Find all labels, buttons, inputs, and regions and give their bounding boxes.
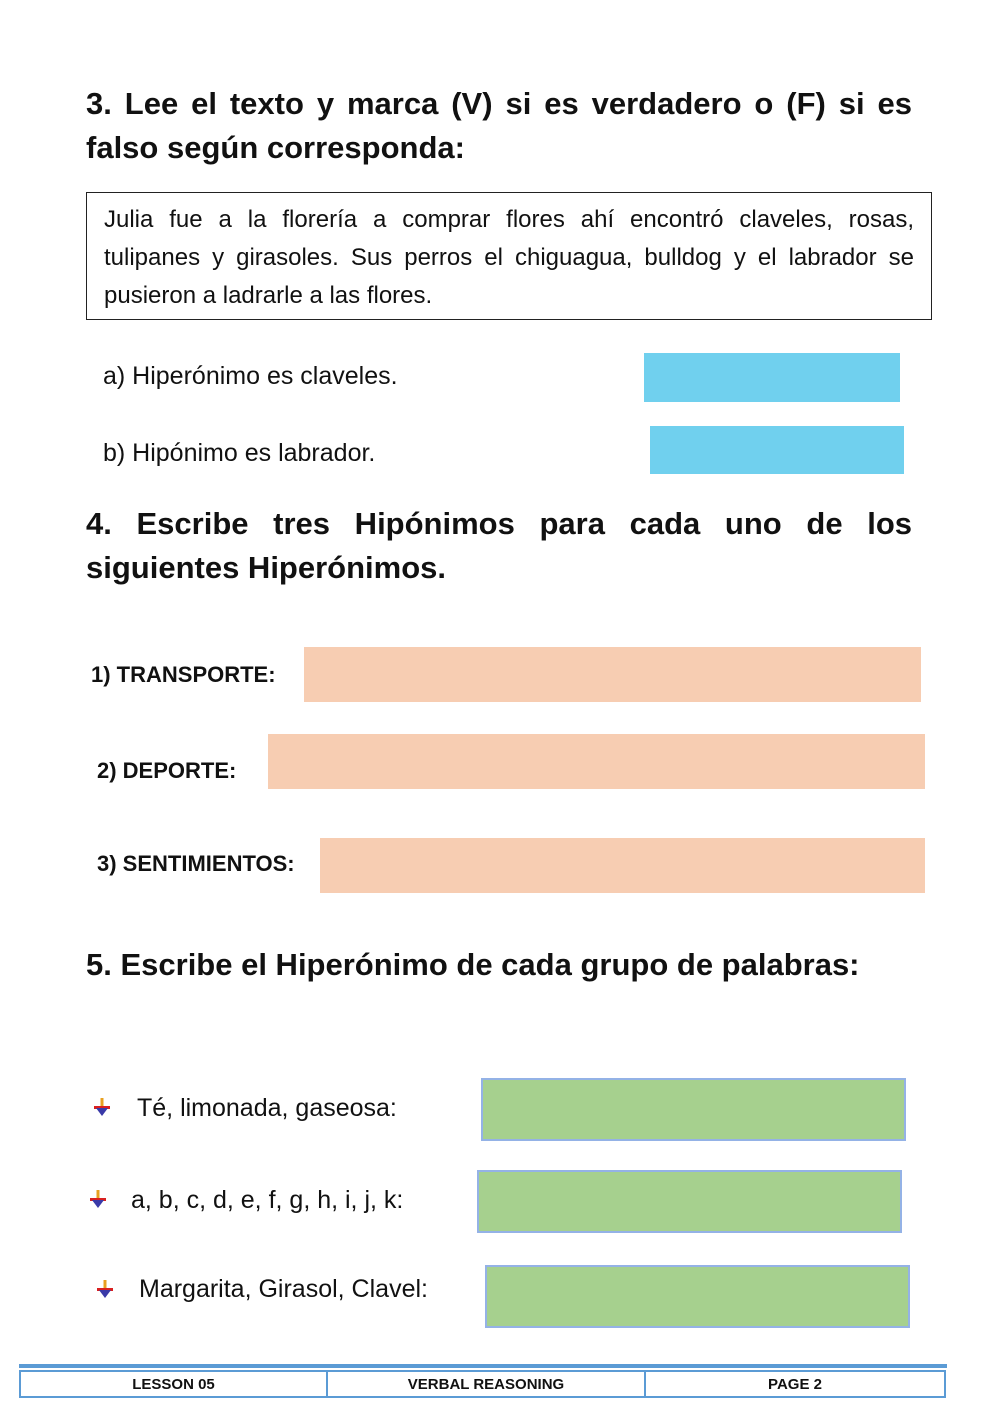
arrow-down-bullet-icon [93,1098,111,1116]
hypernym-answer-box-1[interactable] [481,1078,906,1141]
tf-answer-box-a[interactable] [644,353,900,402]
hyponym-answer-box-1[interactable] [304,647,921,702]
tf-item-a-label: a) Hiperónimo es claveles. [103,362,398,390]
tf-item-b-label: b) Hipónimo es labrador. [103,439,376,467]
hyponym-answer-box-3[interactable] [320,838,925,893]
hyponym-answer-box-2[interactable] [268,734,925,789]
reading-passage: Julia fue a la florería a comprar flores ahí encontró claveles, rosas, tulipanes y girasoles. Sus perros el chiguagua, bulldog y el labrador se pusieron a ladrarle a las flores. [86,192,932,320]
footer-page: PAGE 2 [644,1372,944,1396]
hyponym-item-1-label: 1) TRANSPORTE: [91,662,276,687]
tf-answer-box-b[interactable] [650,426,904,474]
hyponym-item-2-label: 2) DEPORTE: [97,758,237,783]
hypernym-item-1-label: Té, limonada, gaseosa: [137,1094,397,1122]
hypernym-answer-box-3[interactable] [485,1265,910,1328]
arrow-down-bullet-icon [96,1280,114,1298]
hypernym-answer-box-2[interactable] [477,1170,902,1233]
footer-lesson: LESSON 05 [132,1375,215,1393]
arrow-down-bullet-icon [89,1190,107,1208]
hypernym-item-3-label: Margarita, Girasol, Clavel: [139,1275,428,1303]
footer-table [19,1370,946,1398]
hypernym-item-2-label: a, b, c, d, e, f, g, h, i, j, k: [131,1186,404,1214]
section-5-heading: 5. Escribe el Hiperónimo de cada grupo de palabras: [86,947,860,982]
section-3-heading: 3. Lee el texto y marca (V) si es verdadero o (F) si es falso según corresponda: [86,86,912,165]
section-4-heading: 4. Escribe tres Hipónimos para cada uno de los siguientes Hiperónimos. [86,506,912,585]
footer-subject: VERBAL REASONING [326,1372,644,1396]
hyponym-item-3-label: 3) SENTIMIENTOS: [97,851,295,876]
